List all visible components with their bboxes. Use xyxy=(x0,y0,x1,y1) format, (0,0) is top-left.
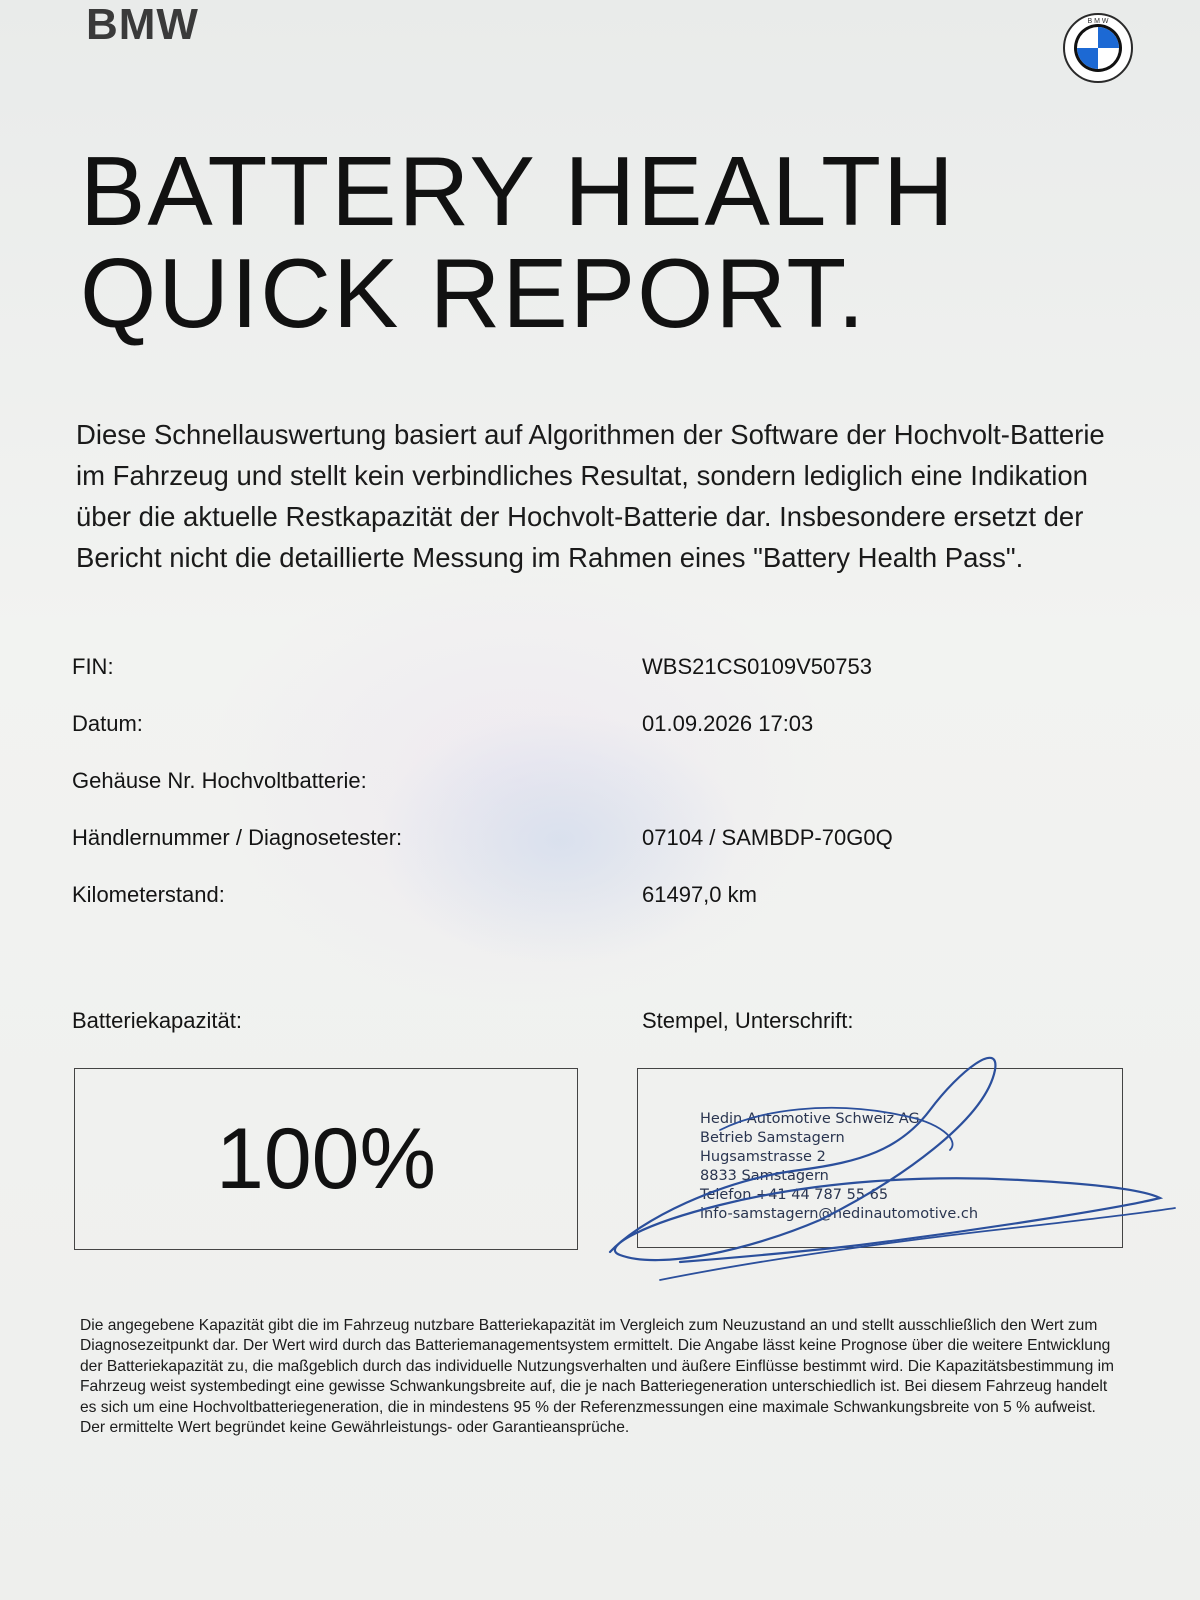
report-title xyxy=(80,136,956,348)
field-label: Kilometerstand: xyxy=(72,882,225,907)
field-label: FIN: xyxy=(72,654,114,679)
stamp-line: 8833 Samstagern xyxy=(700,1168,829,1184)
svg-text:B M W: B M W xyxy=(1087,18,1109,25)
stamp-label: Stempel, Unterschrift: xyxy=(642,1008,854,1033)
vehicle-fields xyxy=(72,654,1072,939)
field-value: 07104 / SAMBDP-70G0Q xyxy=(642,825,893,850)
brand-wordmark: BMW xyxy=(86,0,199,49)
field-value: 61497,0 km xyxy=(642,882,757,907)
stamp-line: Betrieb Samstagern xyxy=(700,1130,845,1146)
field-label: Datum: xyxy=(72,711,143,736)
capacity-value: 100% xyxy=(216,1110,436,1207)
report-title-line-1: BATTERY HEALTH xyxy=(80,136,956,246)
capacity-label: Batteriekapazität: xyxy=(72,1008,242,1033)
field-row-datum xyxy=(72,711,1072,768)
report-title-line-2: QUICK REPORT. xyxy=(80,238,867,348)
stamp-line: info-samstagern@hedinautomotive.ch xyxy=(700,1206,979,1222)
field-row-haendler xyxy=(72,825,1072,882)
field-label: Händlernummer / Diagnosetester: xyxy=(72,825,403,850)
field-value: WBS21CS0109V50753 xyxy=(642,654,872,679)
field-value: 01.09.2026 17:03 xyxy=(642,711,814,736)
stamp-line: Hedin Automotive Schweiz AG xyxy=(700,1111,920,1127)
dealer-stamp xyxy=(700,1110,978,1224)
disclaimer-paragraph: Die angegebene Kapazität gibt die im Fahrzeug nutzbare Batteriekapazität im Vergleich zum Neuzustand an und stellt ausschließlich den Wert zum Diagnosezeitpunkt dar. Der Wert wird durch das Batteriemanagementsystem ermittelt. Die Angabe lässt keine Prognose über die weitere Entwicklung der Batteriekapazität zu, die maßgeblich durch das individuelle Nutzungsverhalten und äußere Einflüsse bestimmt wird. Die Kapazitätsbestimmung im Fahrzeug weist systembedingt eine gewisse Schwankungsbreite auf, die je nach Batteriegeneration unterschiedlich ist. Bei diesem Fahrzeug handelt es sich um eine Hochvoltbatteriegeneration, die in mindestens 95 % der Referenzmessungen eine maximale Schwankungsbreite von 5 % aufweist. Der ermittelte Wert begründet keine Gewährleistungs- oder Garantieansprüche. xyxy=(80,1316,1115,1437)
bmw-roundel-logo xyxy=(1062,12,1134,84)
field-label: Gehäuse Nr. Hochvoltbatterie: xyxy=(72,768,367,793)
field-row-gehaeuse xyxy=(72,768,1072,825)
capacity-box xyxy=(74,1068,578,1250)
stamp-line: Telefon +41 44 787 55 65 xyxy=(700,1187,889,1203)
field-row-kilometerstand xyxy=(72,882,1072,939)
intro-paragraph: Diese Schnellauswertung basiert auf Algorithmen der Software der Hochvolt-Batterie im Fahrzeug und stellt kein verbindliches Resultat, sondern lediglich eine Indikation über die aktuelle Restkapazität der Hochvolt-Batterie dar. Insbesondere ersetzt der Bericht nicht die detaillierte Messung im Rahmen eines "Battery Health Pass". xyxy=(76,418,1105,573)
stamp-line: Hugsamstrasse 2 xyxy=(700,1149,826,1165)
field-row-fin xyxy=(72,654,1072,711)
